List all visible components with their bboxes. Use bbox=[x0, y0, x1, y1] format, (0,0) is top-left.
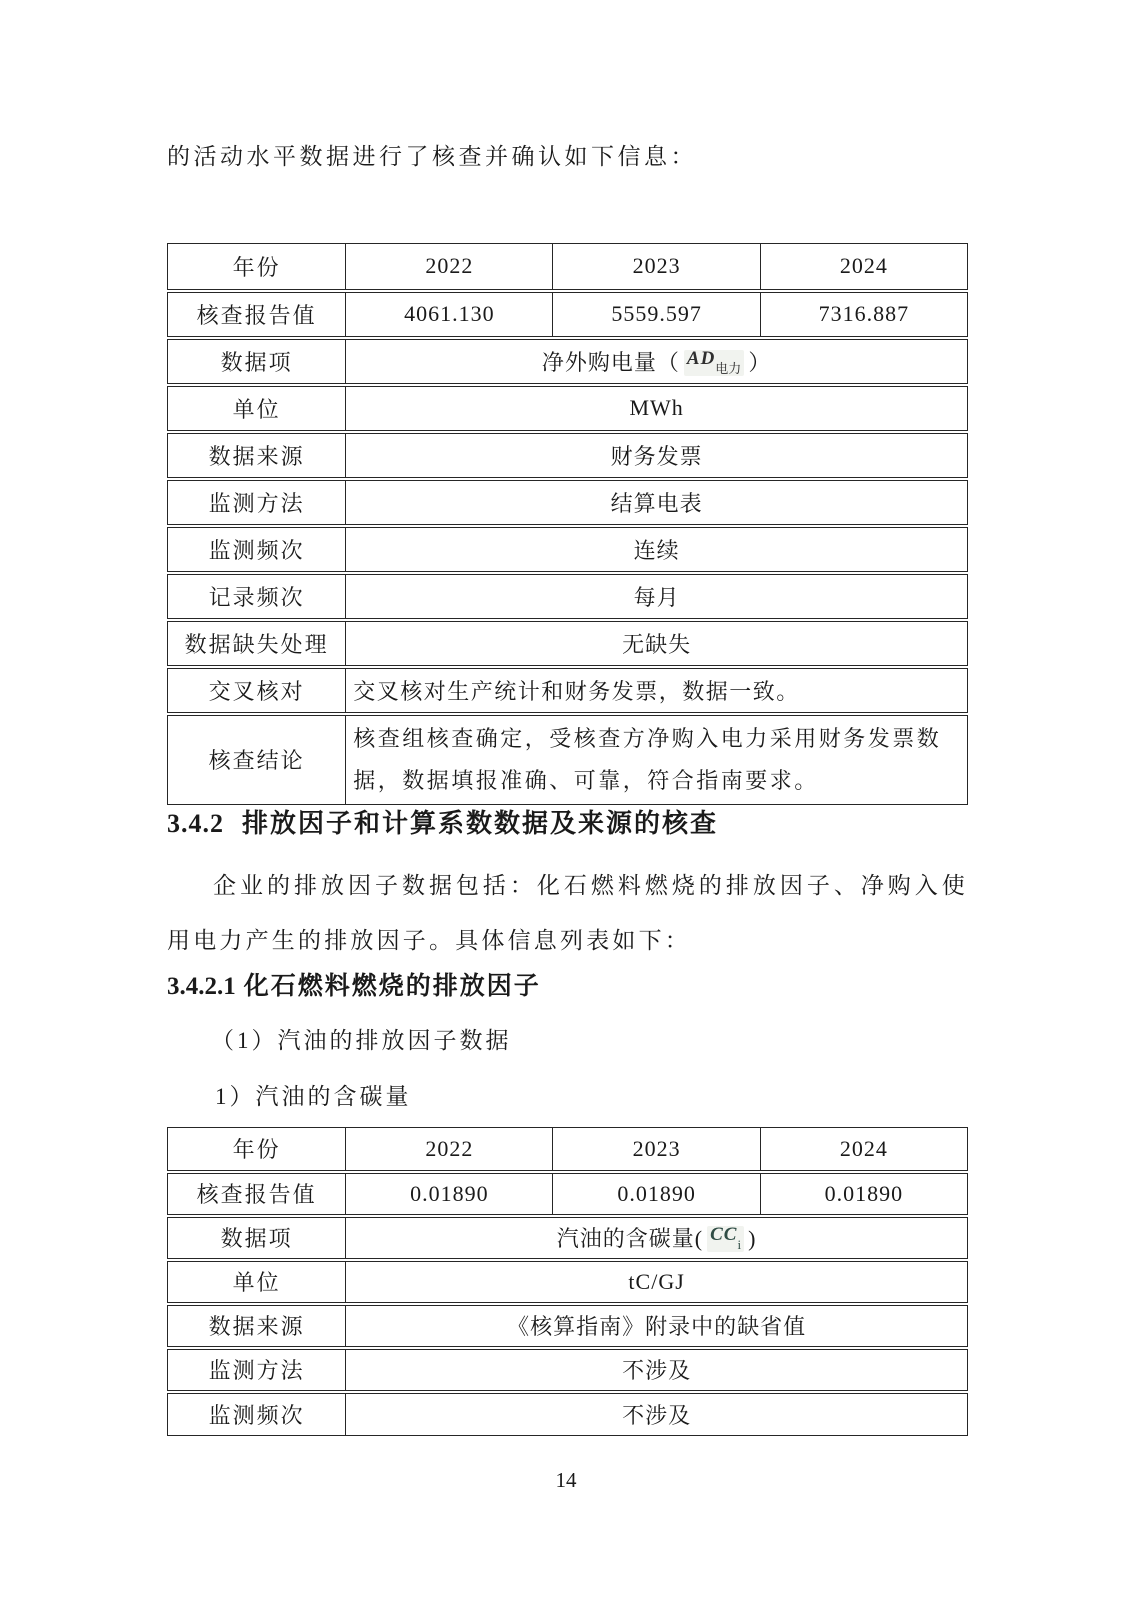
ad-electricity-formula: AD电力 bbox=[684, 350, 744, 376]
table-row-conclusion bbox=[168, 714, 968, 805]
unit-cell: MWh bbox=[346, 385, 968, 432]
heading-title: 排放因子和计算系数数据及来源的核查 bbox=[242, 808, 719, 838]
table-row-reported-value bbox=[168, 1172, 968, 1216]
row-label: 监测方法 bbox=[168, 479, 346, 526]
table-row-record-frequency bbox=[168, 573, 968, 620]
monitoring-frequency-cell: 不涉及 bbox=[346, 1392, 968, 1436]
data-item-cell: 汽油的含碳量( CCi ) bbox=[346, 1216, 968, 1260]
table-row-data-item bbox=[168, 1216, 968, 1260]
value-cell: 0.01890 bbox=[346, 1172, 553, 1216]
list-item-gasoline-carbon-content: 1）汽油的含碳量 bbox=[215, 1084, 412, 1109]
cc-formula: CCi bbox=[707, 1226, 744, 1252]
data-source-cell: 《核算指南》附录中的缺省值 bbox=[346, 1304, 968, 1348]
row-label: 数据缺失处理 bbox=[168, 620, 346, 667]
table-row-unit bbox=[168, 1260, 968, 1304]
heading-number: 3.4.2.1 bbox=[167, 973, 236, 1000]
value-cell: 0.01890 bbox=[553, 1172, 760, 1216]
missing-data-cell: 无缺失 bbox=[346, 620, 968, 667]
row-label: 监测频次 bbox=[168, 526, 346, 573]
table-row-monitoring-method bbox=[168, 479, 968, 526]
row-label: 单位 bbox=[168, 385, 346, 432]
year-cell: 2022 bbox=[346, 244, 553, 291]
table-row-reported-value bbox=[168, 291, 968, 338]
value-cell: 7316.887 bbox=[760, 291, 967, 338]
table-row-unit bbox=[168, 385, 968, 432]
row-label: 记录频次 bbox=[168, 573, 346, 620]
monitoring-frequency-cell: 连续 bbox=[346, 526, 968, 573]
year-cell: 2024 bbox=[760, 1128, 967, 1172]
value-cell: 4061.130 bbox=[346, 291, 553, 338]
cross-check-cell: 交叉核对生产统计和财务发票，数据一致。 bbox=[346, 667, 968, 714]
heading-3-4-2 bbox=[167, 803, 968, 840]
page-number: 14 bbox=[555, 1468, 577, 1492]
row-label: 核查报告值 bbox=[168, 291, 346, 338]
value-cell: 0.01890 bbox=[760, 1172, 967, 1216]
table-row-cross-check bbox=[168, 667, 968, 714]
table-row-data-item bbox=[168, 338, 968, 385]
heading-number: 3.4.2 bbox=[167, 809, 224, 838]
row-label: 数据来源 bbox=[168, 432, 346, 479]
record-frequency-cell: 每月 bbox=[346, 573, 968, 620]
heading-3-4-2-1 bbox=[167, 966, 968, 1002]
year-cell: 2023 bbox=[553, 244, 760, 291]
list-item-gasoline-emission-factor: （1）汽油的排放因子数据 bbox=[211, 1028, 512, 1053]
table-row-monitoring-frequency bbox=[168, 526, 968, 573]
monitoring-method-cell: 结算电表 bbox=[346, 479, 968, 526]
table-row-data-source bbox=[168, 432, 968, 479]
row-label: 监测频次 bbox=[168, 1392, 346, 1436]
year-cell: 2022 bbox=[346, 1128, 553, 1172]
year-cell: 2024 bbox=[760, 244, 967, 291]
data-item-cell: 净外购电量（ AD电力 ） bbox=[346, 338, 968, 385]
row-label: 数据来源 bbox=[168, 1304, 346, 1348]
value-cell: 5559.597 bbox=[553, 291, 760, 338]
table-row-missing-data bbox=[168, 620, 968, 667]
gasoline-carbon-table bbox=[167, 1127, 968, 1436]
table-row-year bbox=[168, 1128, 968, 1172]
table-row-data-source bbox=[168, 1304, 968, 1348]
row-label: 数据项 bbox=[168, 338, 346, 385]
table-row-monitoring-method bbox=[168, 1348, 968, 1392]
row-label: 数据项 bbox=[168, 1216, 346, 1260]
row-label: 年份 bbox=[168, 1128, 346, 1172]
data-source-cell: 财务发票 bbox=[346, 432, 968, 479]
conclusion-cell: 核查组核查确定，受核查方净购入电力采用财务发票数据，数据填报准确、可靠，符合指南要求。 bbox=[346, 714, 968, 805]
row-label: 交叉核对 bbox=[168, 667, 346, 714]
monitoring-method-cell: 不涉及 bbox=[346, 1348, 968, 1392]
table-row-monitoring-frequency bbox=[168, 1392, 968, 1436]
heading-title: 化石燃料燃烧的排放因子 bbox=[243, 972, 541, 1000]
activity-data-table bbox=[167, 243, 968, 805]
row-label: 单位 bbox=[168, 1260, 346, 1304]
unit-cell: tC/GJ bbox=[346, 1260, 968, 1304]
row-label: 监测方法 bbox=[168, 1348, 346, 1392]
table-row-year bbox=[168, 244, 968, 291]
year-cell: 2023 bbox=[553, 1128, 760, 1172]
body-paragraph: 企业的排放因子数据包括：化石燃料燃烧的排放因子、净购入使用电力产生的排放因子。具体信息列表如下： bbox=[167, 873, 968, 953]
row-label: 核查结论 bbox=[168, 714, 346, 805]
row-label: 核查报告值 bbox=[168, 1172, 346, 1216]
intro-paragraph: 的活动水平数据进行了核查并确认如下信息： bbox=[167, 144, 697, 169]
row-label: 年份 bbox=[168, 244, 346, 291]
